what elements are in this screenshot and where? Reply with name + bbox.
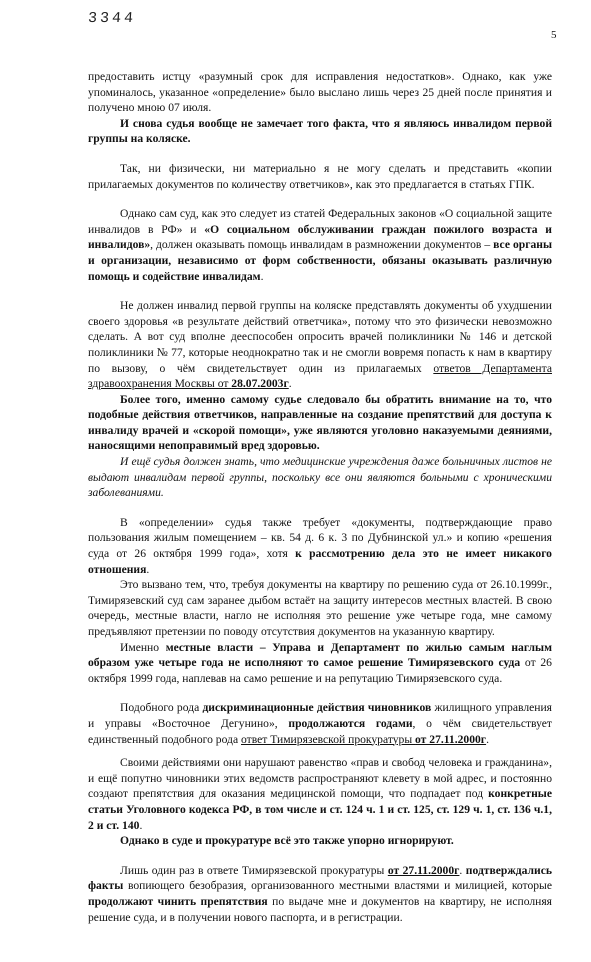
text-run: вопиющего безобразия, организованного местными властями и милицией, которые <box>123 879 552 893</box>
paragraph-4 <box>88 206 552 284</box>
text-run: В «определении» судья также требует «документы, подтверждающие право пользования жилым помещением – кв. 54 д. 6 к. 3 по Дубнинской ул.» и копию «решения суда от 26 октября 1999 года», хотя <box>88 515 552 561</box>
page-number: 5 <box>551 29 557 41</box>
paragraph-11 <box>88 700 552 747</box>
bold-text: Однако в суде и прокуратуре всё это также упорно игнорируют. <box>120 834 454 848</box>
text-run: . <box>486 732 489 746</box>
text-run: по выдаче мне и документов на квартиру, не исполняя решение суда, и в получении нового паспорта, и в регистрации. <box>88 894 552 924</box>
bold-text: все органы и организации, независимо от форм собственности, обязаны оказывать различную помощь и содействие инвалидам <box>88 238 552 283</box>
bold-text: И снова судья вообще не замечает того факта, что я являюсь инвалидом первой группы на коляске. <box>88 116 552 146</box>
paragraph-13 <box>88 833 552 849</box>
text-run: . <box>260 269 264 283</box>
bold-text: конкретные статьи Уголовного кодекса РФ, в том числе и ст. 124 ч. 1 и ст. 125, ст. 129 ч. 1, ст. 136 ч.1, 2 и ст. 140 <box>88 787 552 832</box>
bold-text: продолжают чинить препятствия <box>88 894 268 908</box>
text-run: , о чём свидетельствует единственный подобного рода <box>88 716 552 746</box>
bold-text: к рассмотрению дела это не имеет никакого отношения <box>88 547 552 576</box>
paragraph-2 <box>88 116 552 147</box>
text-run: . <box>139 818 143 832</box>
bold-text: дискриминационные действия чиновников <box>202 701 432 715</box>
bold-text: местные власти – Управа и Департамент по жилью самым наглым образом уже четыре года не исполняют то самое решение Тимирязевского суда <box>88 640 552 670</box>
bold-text: «О социальном обслуживании граждан пожилого возраста и инвалидов» <box>88 222 552 252</box>
text-run: Подобного рода <box>120 701 203 715</box>
text-run: Однако сам суд, как это следует из статей Федеральных законов «О социальной защите инвалидов в РФ» и <box>88 207 552 236</box>
text-run: Не должен инвалид первой группы на коляске представлять документы об ухудшении своего здоровья «в результате действий ответчика», потому что это физически невозможно сделать. А вот суд вполне дееспособен опросить врачей поликлиники № 146 и детской поликлиники № 77, которые неоднократно так и не смогли вовремя попасть к нам в квартиру по вызову, о чём свидетельствует один из прилагаемых <box>88 299 552 375</box>
paragraph-3: Так, ни физически, ни материально я не могу сделать и представить «копии прилагаемых документов по количеству ответчиков», как это предлагается в статьях ГПК. <box>88 161 552 191</box>
bold-text: продолжаются годами <box>288 716 413 730</box>
underlined-text: ответ Тимирязевской прокуратуры <box>241 732 416 746</box>
text-run: Лишь один раз в ответе Тимирязевской прокуратуры <box>120 863 388 877</box>
bold-underlined-date: от 27.11.2000г <box>415 732 487 746</box>
italic-text: И ещё судья должен знать, что медицинские учреждения даже больничных листов не выдают инвалидам первой группы, поскольку все они являются больными с хроническими заболеваниями. <box>88 455 552 500</box>
document-body <box>88 69 552 925</box>
bold-underlined-date: 28.07.2003г <box>231 377 289 391</box>
paragraph-14 <box>88 863 552 925</box>
paragraph-8 <box>88 515 552 577</box>
paragraph-12 <box>88 755 552 833</box>
paragraph-7 <box>88 454 552 501</box>
bold-text: Более того, именно самому судье следовало бы обратить внимание на то, что подобные действия ответчиков, направленные на создание препятствий для доступа к инвалиду врачей и «скорой помощи», уже являются уголовно наказуемыми деяниями, наносящими непоправимый вред здоровью. <box>88 392 552 453</box>
text-run: , должен оказывать помощь инвалидам в размножении документов – <box>150 238 494 252</box>
text-run: жилищного управления и управы «Восточное Дегунино», <box>88 701 552 730</box>
paragraph-9: Это вызвано тем, что, требуя документы на квартиру по решению суда от 26.10.1999г., Тимирязевский суд сам заранее дыбом встаёт на защиту интересов местных властей. В свою очередь, местные власти, нагло не исполняя это решение уже четыре года, мне самому предъявляют претензии по поводу отсутствия документов на указанную квартиру. <box>88 578 552 638</box>
text-run: Своими действиями они нарушают равенство «прав и свобод человека и гражданина», и ещё попутно чиновники этих ведомств распространяют клевету в мой адрес, и постоянно создают препятствия для оказания медицинской помощи, что подпадает под <box>88 756 552 801</box>
bold-text: подтверждались факты <box>88 863 552 893</box>
bold-underlined-date: от 27.11.2000г <box>387 863 460 877</box>
text-run: Именно <box>120 640 166 654</box>
paragraph-10 <box>88 640 552 687</box>
paragraph-6 <box>88 392 552 454</box>
text-run: от 26 октября 1999 года, наплевав на само решение и на репутацию Тимирязевского суда. <box>88 656 552 685</box>
text-run: . <box>146 562 150 576</box>
paragraph-1: предоставить истцу «разумный срок для исправления недостатков». Однако, как уже упоминалось, указанное «определение» было выслано лишь через 25 дней после принятия и получено мною 07 июля. <box>88 70 552 115</box>
paragraph-5 <box>88 298 552 392</box>
text-run: . <box>459 863 466 877</box>
text-run: . <box>288 377 292 391</box>
underlined-text: ответов Департамента здравоохранения Москвы от <box>88 361 552 391</box>
handwritten-page-stamp: 3344 <box>87 10 137 27</box>
